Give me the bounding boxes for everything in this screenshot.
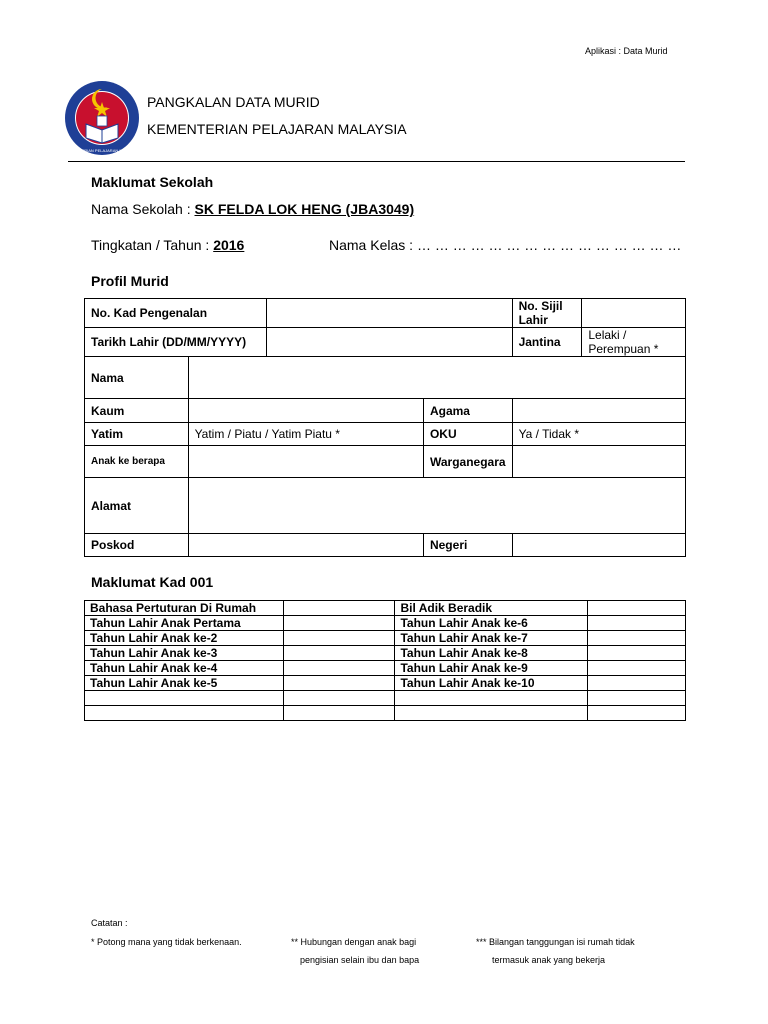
card-right-label: Bil Adik Beradik xyxy=(395,601,588,616)
race-label: Kaum xyxy=(85,399,189,423)
card-right-field[interactable] xyxy=(588,631,686,646)
note-3-line1: *** Bilangan tanggungan isi rumah tidak xyxy=(476,937,635,947)
card-left-field[interactable] xyxy=(283,616,395,631)
class-label: Nama Kelas : xyxy=(329,237,414,253)
card-right-field[interactable] xyxy=(588,661,686,676)
race-field[interactable] xyxy=(188,399,423,423)
grade-row xyxy=(91,237,244,253)
class-row xyxy=(329,237,681,253)
card-right-field[interactable] xyxy=(588,601,686,616)
card001-table xyxy=(84,600,686,721)
school-name-label: Nama Sekolah : xyxy=(91,201,191,217)
grade-value: 2016 xyxy=(213,237,245,253)
note-3-line2: termasuk anak yang bekerja xyxy=(492,955,606,965)
card-empty-cell[interactable] xyxy=(85,691,284,706)
card-right-label: Tahun Lahir Anak ke-8 xyxy=(395,646,588,661)
postcode-field[interactable] xyxy=(188,534,423,557)
birth-cert-label: No. Sijil Lahir xyxy=(512,299,582,328)
note-1: * Potong mana yang tidak berkenaan. xyxy=(91,937,242,947)
birth-cert-field[interactable] xyxy=(582,299,686,328)
oku-field[interactable]: Ya / Tidak * xyxy=(512,423,685,446)
card-left-label: Tahun Lahir Anak Pertama xyxy=(85,616,284,631)
card-right-label: Tahun Lahir Anak ke-9 xyxy=(395,661,588,676)
child-no-label: Anak ke berapa xyxy=(85,446,189,478)
card-left-field[interactable] xyxy=(283,601,395,616)
header-divider xyxy=(68,161,685,162)
address-label: Alamat xyxy=(85,478,189,534)
ic-field[interactable] xyxy=(266,299,512,328)
dob-label: Tarikh Lahir (DD/MM/YYYY) xyxy=(85,328,267,357)
address-field[interactable] xyxy=(188,478,685,534)
dob-field[interactable] xyxy=(266,328,512,357)
table-row xyxy=(85,631,686,646)
card-left-label: Tahun Lahir Anak ke-3 xyxy=(85,646,284,661)
table-row xyxy=(85,691,686,706)
citizenship-field[interactable] xyxy=(512,446,685,478)
orphan-label: Yatim xyxy=(85,423,189,446)
notes-title: Catatan : xyxy=(91,918,128,928)
table-row xyxy=(85,601,686,616)
section-title-profile: Profil Murid xyxy=(91,273,169,289)
app-label: Aplikasi : Data Murid xyxy=(585,46,668,56)
table-row xyxy=(85,661,686,676)
name-label: Nama xyxy=(85,357,189,399)
card-right-label: Tahun Lahir Anak ke-7 xyxy=(395,631,588,646)
gender-field[interactable]: Lelaki / Perempuan * xyxy=(582,328,686,357)
card-left-label: Bahasa Pertuturan Di Rumah xyxy=(85,601,284,616)
table-row xyxy=(85,646,686,661)
card-left-field[interactable] xyxy=(283,661,395,676)
school-name-row xyxy=(91,201,414,217)
section-title-card001: Maklumat Kad 001 xyxy=(91,574,214,590)
note-2-line1: ** Hubungan dengan anak bagi xyxy=(291,937,417,947)
table-row xyxy=(85,616,686,631)
section-title-school: Maklumat Sekolah xyxy=(91,174,214,190)
profile-table xyxy=(84,298,686,557)
card-left-label: Tahun Lahir Anak ke-5 xyxy=(85,676,284,691)
postcode-label: Poskod xyxy=(85,534,189,557)
card-empty-cell[interactable] xyxy=(588,706,686,721)
ic-label: No. Kad Pengenalan xyxy=(85,299,267,328)
ministry-logo xyxy=(64,80,140,156)
card-empty-cell[interactable] xyxy=(283,691,395,706)
card-left-label: Tahun Lahir Anak ke-2 xyxy=(85,631,284,646)
card-empty-cell[interactable] xyxy=(283,706,395,721)
card-right-field[interactable] xyxy=(588,646,686,661)
child-no-field[interactable] xyxy=(188,446,423,478)
page-title-line1: PANGKALAN DATA MURID xyxy=(147,94,320,110)
state-field[interactable] xyxy=(512,534,685,557)
religion-label: Agama xyxy=(423,399,512,423)
card-empty-cell[interactable] xyxy=(85,706,284,721)
name-field[interactable] xyxy=(188,357,685,399)
table-row xyxy=(85,676,686,691)
page-title-line2: KEMENTERIAN PELAJARAN MALAYSIA xyxy=(147,121,407,137)
card-left-label: Tahun Lahir Anak ke-4 xyxy=(85,661,284,676)
orphan-field[interactable]: Yatim / Piatu / Yatim Piatu * xyxy=(188,423,423,446)
oku-label: OKU xyxy=(423,423,512,446)
grade-label: Tingkatan / Tahun : xyxy=(91,237,210,253)
card-right-label: Tahun Lahir Anak ke-6 xyxy=(395,616,588,631)
school-name-value: SK FELDA LOK HENG (JBA3049) xyxy=(194,201,415,217)
class-value: … … … … … … … … … … … … … … … xyxy=(416,237,682,253)
note-2-line2: pengisian selain ibu dan bapa xyxy=(300,955,420,965)
citizenship-label: Warganegara xyxy=(423,446,512,478)
card-right-field[interactable] xyxy=(588,676,686,691)
card-empty-cell[interactable] xyxy=(395,706,588,721)
card-empty-cell[interactable] xyxy=(395,691,588,706)
religion-field[interactable] xyxy=(512,399,685,423)
logo-ring-text: KEMENTERIAN PELAJARAN MALAYSIA xyxy=(64,148,140,153)
card-left-field[interactable] xyxy=(283,631,395,646)
card-left-field[interactable] xyxy=(283,646,395,661)
table-row xyxy=(85,706,686,721)
gender-label: Jantina xyxy=(512,328,582,357)
card-empty-cell[interactable] xyxy=(588,691,686,706)
card-right-field[interactable] xyxy=(588,616,686,631)
card-left-field[interactable] xyxy=(283,676,395,691)
card-right-label: Tahun Lahir Anak ke-10 xyxy=(395,676,588,691)
state-label: Negeri xyxy=(423,534,512,557)
